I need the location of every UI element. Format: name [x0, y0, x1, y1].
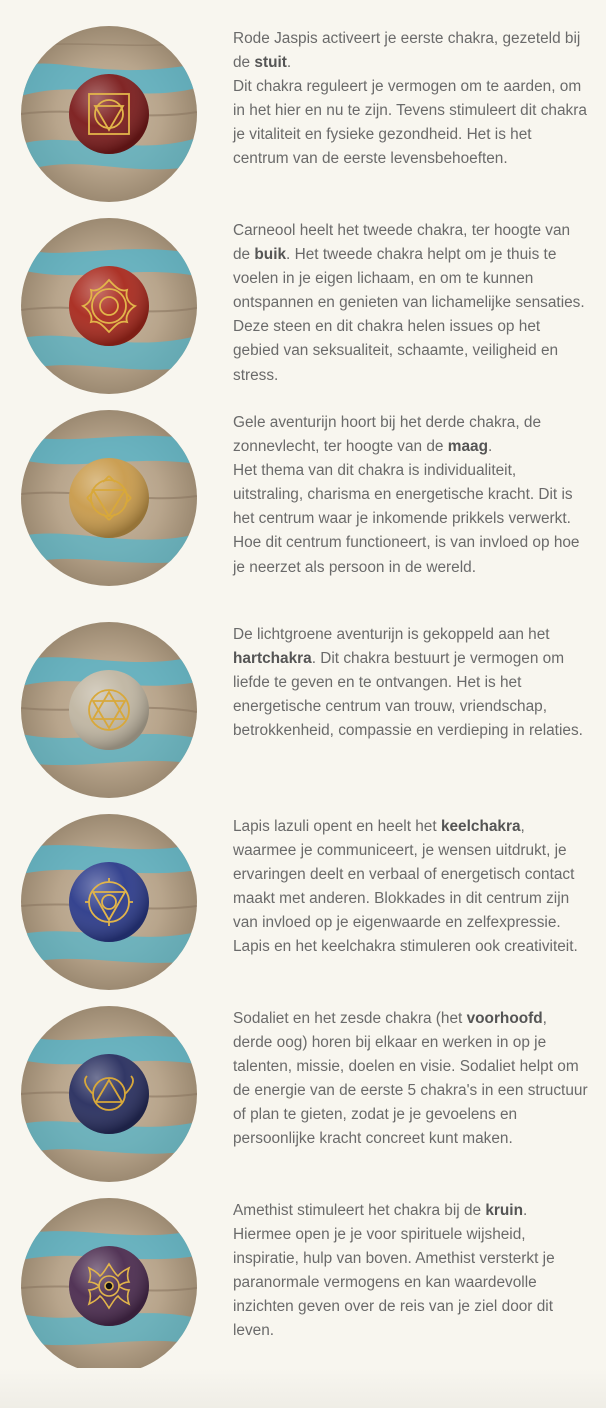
lapis-lazuli-image [21, 814, 197, 990]
yellow-aventurine-image [21, 410, 197, 586]
chakra-description-heart: De lichtgroene aventurijn is gekoppeld aan het hartchakra. Dit chakra bestuurt je vermogen om liefde te geven en te ontvangen. Het is het energetische centrum van trouw, vriendschap, betrokkenheid, compassie en verdieping in relaties. [233, 626, 583, 740]
sodalite-image [21, 1006, 197, 1182]
chakra-description-throat: Lapis lazuli opent en heelt het keelchakra, waarmee je communiceert, je wensen uitdrukt, je ervaringen deelt en verbaal of energetisch contact maakt met anderen. Blokkades in dit centrum zijn van invloed op je eigenwaarde en zelfexpressie. Lapis en het keelchakra stimuleren ook creativiteit. [233, 818, 578, 956]
chakra-description-solar-plexus: Gele aventurijn hoort bij het derde chakra, de zonnevlecht, ter hoogte van de maag. Het thema van dit chakra is individualiteit, uitstraling, charisma en energetische kracht. Dit is het centrum waar je inkomende prikkels verwerkt. Hoe dit centrum functioneert, is van invloed op hoe je neerzet als persoon in de wereld. [233, 414, 580, 576]
chakra-description-crown: Amethist stimuleert het chakra bij de kruin. Hiermee open je je voor spirituele wijsheid, inspiratie, hulp van boven. Amethist versterkt je paranormale vermogens en kan waardevolle inzichten geven over de reis van je ziel door dit leven. [233, 1202, 555, 1340]
chakra-description-root: Rode Jaspis activeert je eerste chakra, gezeteld bij de stuit. Dit chakra reguleert je vermogen om te aarden, om in het hier en nu te zijn. Tevens stimuleert dit chakra je vitaliteit en fysieke gezondheid. Het is het centrum van de eerste levensbehoeften. [233, 30, 587, 168]
green-aventurine-image [21, 622, 197, 798]
chakra-description-third-eye: Sodaliet en het zesde chakra (het voorhoofd, derde oog) horen bij elkaar en werken in op je talenten, missie, doelen en visie. Sodaliet helpt om de energie van de eerste 5 chakra's in een structuur of plan te gieten, zodat je je gevoelens en persoonlijke kracht concreet kunt maken. [233, 1010, 588, 1148]
amethyst-image [21, 1198, 197, 1374]
chakra-description-sacral: Carneool heelt het tweede chakra, ter hoogte van de buik. Het tweede chakra helpt om je thuis te voelen in je eigen lichaam, en om te kunnen ontspannen en genieten van lichamelijke sensaties. Deze steen en dit chakra helen issues op het gebied van seksualiteit, schaamte, veiligheid en stress. [233, 222, 585, 384]
carnelian-image [21, 218, 197, 394]
bottom-fade [0, 1368, 606, 1408]
red-jasper-image [21, 26, 197, 202]
